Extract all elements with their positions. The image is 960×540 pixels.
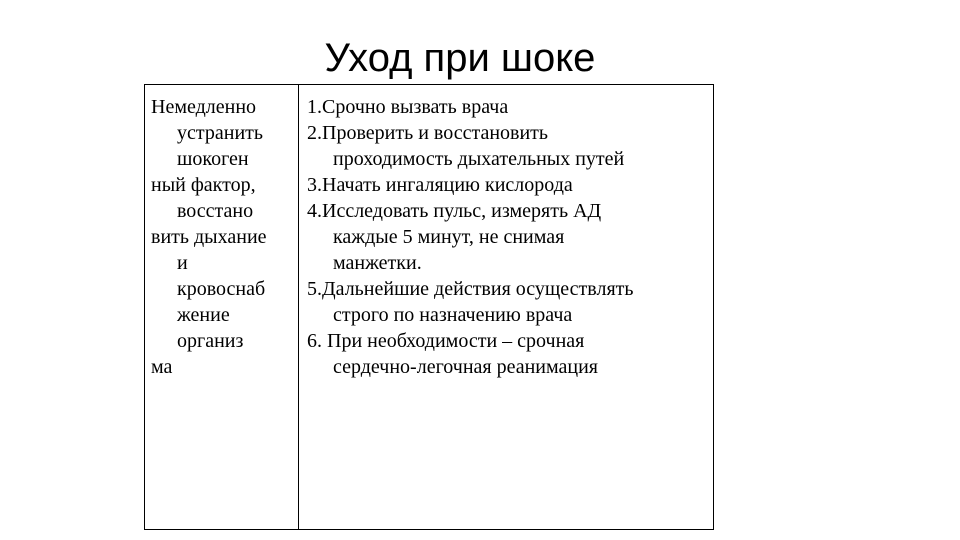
step-line: сердечно-легочная реанимация [333, 356, 598, 378]
step-line: строго по назначению врача [333, 304, 573, 326]
left-line: жение [177, 304, 230, 326]
left-line: Немедленно [151, 96, 257, 118]
step-line: 3.Начать ингаляцию кислорода [307, 174, 573, 196]
step-line: 1.Срочно вызвать врача [307, 96, 509, 118]
step-line: 6. При необходимости – срочная [307, 330, 585, 352]
left-line: восстано [177, 200, 254, 222]
step-line: каждые 5 минут, не снимая [333, 226, 565, 248]
step-line: 4.Исследовать пульс, измерять АД [307, 200, 602, 222]
content-table [144, 84, 714, 530]
left-line: шокоген [177, 148, 249, 170]
left-line: вить дыхание [151, 226, 267, 248]
step-line: 2.Проверить и восстановить [307, 122, 549, 144]
left-column [145, 85, 299, 529]
left-line: устранить [177, 122, 264, 144]
step-line: манжетки. [333, 252, 422, 274]
right-column [299, 85, 713, 529]
step-line: проходимость дыхательных путей [333, 148, 625, 170]
slide-title: Уход при шоке [324, 36, 596, 80]
left-line: организ [177, 330, 244, 352]
left-line: кровоснаб [177, 278, 266, 300]
step-line: 5.Дальнейшие действия осуществлять [307, 278, 634, 300]
left-line: ный фактор, [151, 174, 256, 196]
left-line: и [177, 252, 188, 274]
left-line: ма [151, 356, 173, 378]
